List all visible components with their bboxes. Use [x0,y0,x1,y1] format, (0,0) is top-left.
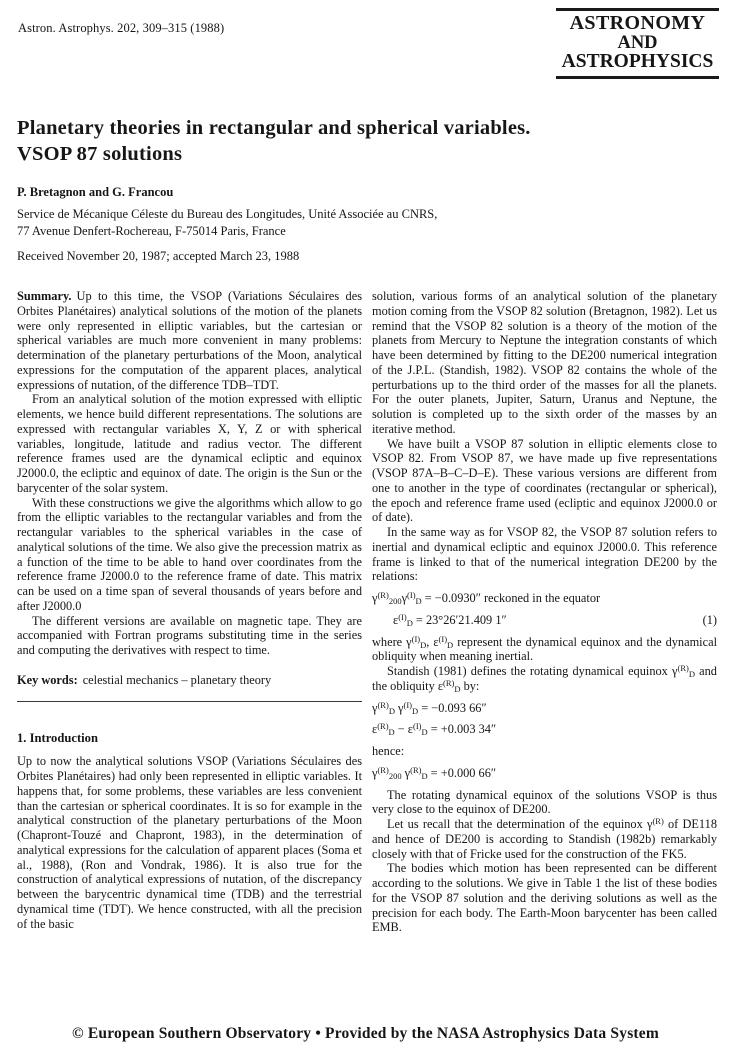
affiliation-line-2: 77 Avenue Denfert-Rochereau, F-75014 Paris, France [17,224,286,238]
keywords [17,673,362,688]
keywords-label: Key words: [17,672,78,687]
summary-paragraph-2: From an analytical solution of the motion expressed with elliptic elements, we hence build different representations. The solutions are expressed with rectangular variables X, Y, Z or with spherical variables, longitude, latitude and radius vector. The different reference frames used are the dynamical ecliptic and equinox J2000.0, the ecliptic and equinox of date. The origin is the Sun or the barycenter of the solar system. [17,392,362,495]
footer-credit: © European Southern Observatory • Provided by the NASA Astrophysics Data System [72,1025,659,1042]
body-paragraph-vsop82: solution, various forms of an analytical solution of the planetary motion coming from the VSOP 82 solution (Bretagnon, 1982). Let us remind that the VSOP 82 solution is a theory of the motion of the planets from Mercury to Neptune the integration constants of which have been determined by fitting to the DE200 numerical integration of the J.P.L. (Standish, 1982). VSOP 82 contains the whole of the perturbations up to the third order of the masses for all the planets. For the outer planets, Jupiter, Saturn, Uranus and Neptune, the solution is completed up to the sixth order of the masses by an iterative method. [372,289,717,436]
equation-2c: $\gamma^{(R)}_{200}$ $\gamma^{(R)}_D = +0.000$ 66″ [372,764,497,781]
body-paragraph-where: where $\gamma^{(I)}_D$, $\varepsilon^{(I)}_D$ represent the dynamical equinox and the dynamical obliquity when meaning inertial. [372,633,718,664]
equation-1b-row [372,613,717,628]
keywords-text: celestial mechanics – planetary theory [82,672,272,687]
introduction-heading: 1. Introduction [17,730,98,745]
two-column-body [17,289,717,935]
left-column [17,289,362,935]
authors: P. Bretagnon and G. Francou [17,185,174,199]
paper-title-line-2: VSOP 87 solutions [17,142,183,165]
affiliation [17,206,437,240]
equation-1a: $\gamma^{(R)}_{200}\gamma^{(I)}_D = -0.0930''$ reckoned in the equator [372,589,601,607]
body-paragraph-bodies: The bodies which motion has been represented can be different according to the solutions. We give in Table 1 the list of these bodies for the VSOP 87 solution and the deriving solutions as well as the precision for each body. The Earth-Moon barycenter has been called EMB. [372,861,717,935]
summary-paragraph-1-text: Up to this time, the VSOP (Variations Séculaires des Orbites Planétaires) analytical solutions of the motion of the planets were only represented in elliptic variables, but the cartesian or spherical variables are much more convenient in many problems: determination of the planetary perturbations of the Moon, analytical expressions for the computation of the apparent places, analytical expressions of nutation, of the difference TDB–TDT. [17,289,362,392]
section-divider-rule [17,701,362,702]
received-dates: Received November 20, 1987; accepted March 23, 1988 [17,249,300,263]
hence-text: hence: [372,744,405,758]
body-paragraph-reference-frame: In the same way as for VSOP 82, the VSOP 87 solution refers to inertial and dynamical ecliptic and equinox J2000.0. This reference frame is linked to that of the numerical integration DE200 by the relations: [372,525,717,584]
logo-line-astrophysics: ASTROPHYSICS [561,51,714,72]
right-column [372,289,717,935]
summary-label: Summary. [17,289,72,303]
summary-paragraph-4: The different versions are available on magnetic tape. They are accompanied with Fortran programs substituting time in the series and computing the derivatives with respect to time. [17,613,362,657]
paper-title [17,116,531,167]
body-paragraph-de118: Let us recall that the determination of the equinox $\gamma^{(R)}$ of DE118 and hence of DE200 is according to Standish (1982b) remarkably closely with that of Fricke used for the construction of the FK5. [372,815,717,861]
equation-number-1: (1) [702,612,717,627]
equation-1b: $\varepsilon^{(I)}_D = 23^\circ 26'21.409$ 1″ [393,611,507,628]
summary-paragraph-3: With these constructions we give the algorithms which allow to go from the elliptic variables to the rectangular variables and from the rectangular variables to the spherical variables in the case of analytical solutions of the time. We also give the precession matrix as a function of the time to be able to hand over coordinates from the reference frame J2000.0 to the reference frame of date. This matrix can be used on a time span of several thousands of years before and after J2000.0 [17,495,362,613]
journal-logo [556,8,719,79]
equation-2b: $\varepsilon^{(R)}_D - \varepsilon^{(I)}_D = +0.003$ 34″ [372,721,497,738]
summary-paragraph-1 [17,289,362,392]
equation-2a: $\gamma^{(R)}_D$ $\gamma^{(I)}_D = -0.093$ 66″ [372,699,487,716]
logo-line-astronomy: ASTRONOMY [569,12,706,34]
logo-line-and: AND [617,33,658,53]
paper-title-line-1: Planetary theories in rectangular and spherical variables. [17,117,531,139]
introduction-paragraph: Up to now the analytical solutions VSOP (Variations Séculaires des Orbites Planétaires) had only been represented in elliptic variables. It happens that, for some problems, these variables are less convenient than the cartesian or spherical coordinates. It is so for example in the analytical construction of the planetary perturbations of the Moon (Chapront-Touzé and Chapront, 1983), in the determination of analytical expressions for the calculation of apparent places (Soma et al., 1988), (Ron and Vondrak, 1986). It is also true for the construction of analytical expressions of nutation, of the discrepancy between the barycentric dynamical time (TDB) and the terrestrial dynamical time (TDT). We hence constructed, with all the precision of the basic [17,754,362,931]
journal-reference: Astron. Astrophys. 202, 309–315 (1988) [18,21,225,35]
body-paragraph-rotating-equinox: The rotating dynamical equinox of the solutions VSOP is thus very close to the equinox of DE200. [372,787,717,817]
body-paragraph-vsop87-versions: We have built a VSOP 87 solution in elliptic elements close to VSOP 82. From VSOP 87, we have made up five representations (VSOP 87A–B–C–D–E). These various versions are different from one to another in the type of coordinates (rectangular or spherical), the epoch and reference frame used (ecliptic and equinox J2000.0 or of date). [372,436,717,525]
body-paragraph-standish: Standish (1981) defines the rotating dynamical equinox $\gamma^{(R)}_D$ and the obliquity $\varepsilon^{(R)}_D$ by: [372,662,717,694]
affiliation-line-1: Service de Mécanique Céleste du Bureau des Longitudes, Unité Associée au CNRS, [17,207,438,221]
